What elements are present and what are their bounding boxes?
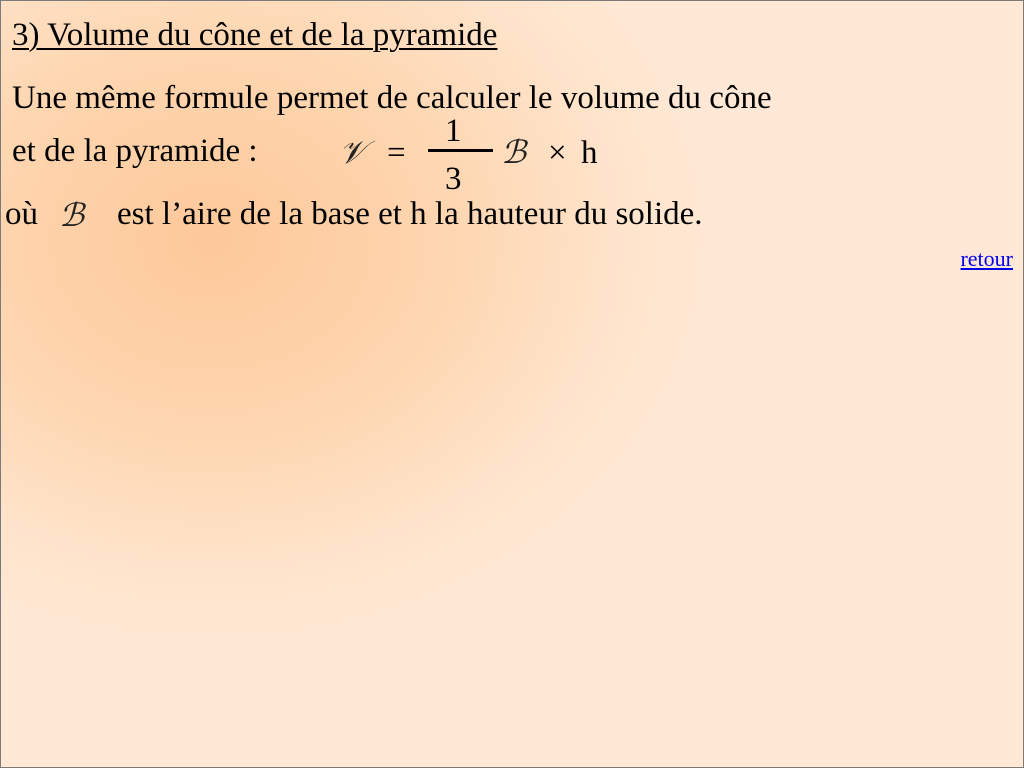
times-sign: × xyxy=(548,135,567,171)
height-symbol: h xyxy=(581,135,598,171)
base-symbol: ℬ xyxy=(501,133,527,171)
body-line-1: Une même formule permet de calculer le volume du cône xyxy=(12,80,772,116)
base-symbol-inline: ℬ xyxy=(59,196,85,234)
slide-title: 3) Volume du cône et de la pyramide xyxy=(12,17,498,53)
back-link[interactable]: retour xyxy=(960,246,1013,271)
body-line-2: et de la pyramide : xyxy=(12,133,258,169)
volume-symbol: 𝒱 xyxy=(339,133,366,171)
body-line-3-text: est l’aire de la base et h la hauteur du solide. xyxy=(117,196,703,232)
fraction-numerator: 1 xyxy=(445,113,462,149)
equals-sign: = xyxy=(387,135,406,171)
body-line-3-prefix: où xyxy=(5,196,38,232)
fraction-denominator: 3 xyxy=(445,161,462,197)
fraction-bar xyxy=(428,149,493,152)
